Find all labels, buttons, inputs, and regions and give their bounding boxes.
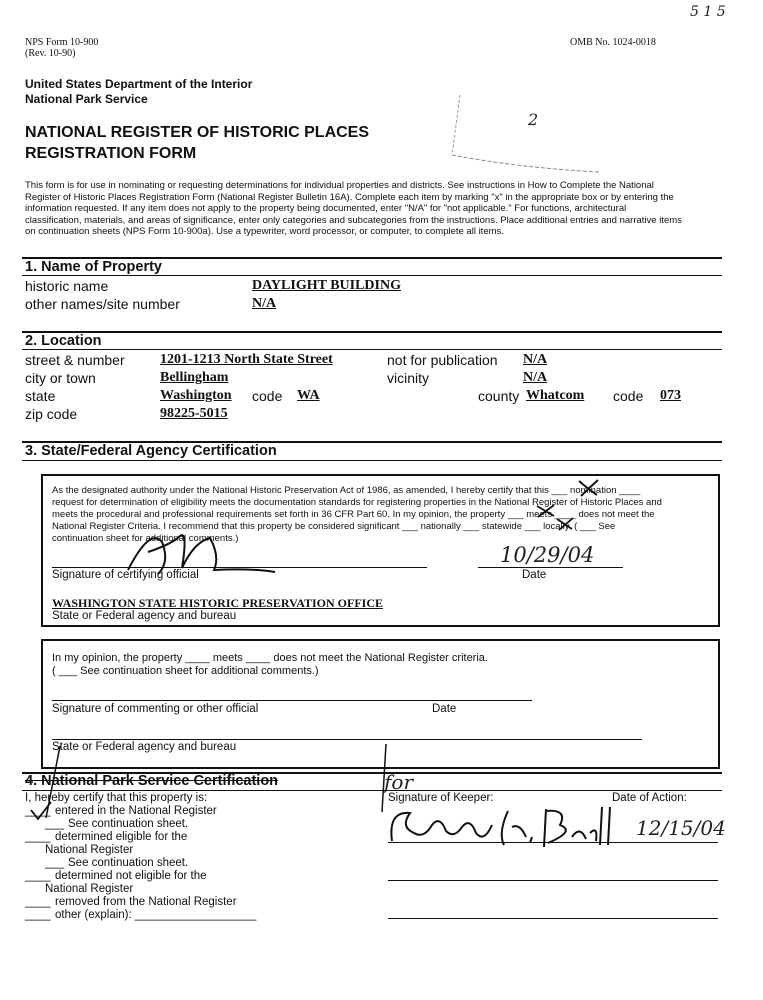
state-label: state [25, 388, 56, 404]
street-value: 1201-1213 North State Street [160, 352, 333, 367]
date-of-action-label: Date of Action: [612, 792, 687, 804]
cert-signature-line [52, 567, 427, 568]
status-continuation-2: See continuation sheet. [68, 857, 189, 869]
section2-heading: 2. Location [25, 333, 102, 349]
opinion-line-2: ( ___ See continuation sheet for additional comments.) [52, 665, 319, 677]
commenting-date-label: Date [432, 703, 457, 715]
zip-value: 98225-5015 [160, 406, 228, 421]
county-value: Whatcom [526, 388, 585, 403]
nfp-label: not for publication [387, 352, 498, 368]
status-not-eligible: determined not eligible for the [55, 870, 207, 882]
instructions-line-5: on continuation sheets (NPS Form 10-900a). Use a typewriter, word processor, or computer, to complete all items. [25, 226, 504, 237]
section1-heading: 1. Name of Property [25, 259, 162, 275]
status-continuation-1: See continuation sheet. [68, 818, 189, 830]
locally-check-mark [554, 516, 580, 532]
certifying-agency-label: State or Federal agency and bureau [52, 610, 237, 622]
cert-signature-label: Signature of certifying official [52, 569, 199, 581]
city-label: city or town [25, 370, 96, 386]
section1-subrule [22, 275, 722, 276]
blank-eligible: ____ [25, 831, 51, 843]
stamp-outline [440, 50, 610, 175]
commenting-signature-label: Signature of commenting or other official [52, 703, 259, 715]
status-removed: removed from the National Register [55, 896, 237, 908]
keeper-initials: for [384, 770, 414, 794]
section2-rule [22, 331, 722, 333]
cert-date-label: Date [522, 569, 547, 581]
cert-date-value: 10/29/04 [500, 543, 595, 567]
opinion-line-1: In my opinion, the property ____ meets ____ does not meet the National Register criteria. [52, 652, 488, 664]
county-code-value: 073 [660, 388, 681, 403]
status-entered: entered in the National Register [55, 805, 217, 817]
state-code-value: WA [297, 388, 320, 403]
department: United States Department of the Interior [25, 77, 253, 91]
blank-not-eligible: ____ [25, 870, 51, 882]
cert-line-5: continuation sheet for additional comments.) [52, 533, 239, 544]
cert-line-2: request for determination of eligibility meets the documentation standards for registering properties in the National Register of Historic Places and [52, 497, 662, 508]
state-code-label: code [252, 388, 283, 404]
county-label: county [478, 388, 520, 404]
blank-continuation-2: ___ [45, 857, 65, 869]
state-value: Washington [160, 388, 232, 403]
section3-heading: 3. State/Federal Agency Certification [25, 443, 277, 459]
blank-continuation-1: ___ [45, 818, 65, 830]
keeper-line-3 [388, 918, 718, 919]
street-label: street & number [25, 352, 125, 368]
keeper-line-2 [388, 880, 718, 881]
agency: National Park Service [25, 92, 148, 106]
form-revision: (Rev. 10-90) [25, 48, 76, 59]
commenting-agency-line [52, 739, 642, 740]
section2-subrule [22, 349, 722, 350]
instructions-line-1: This form is for use in nominating or requesting determinations for individual properties and districts. See instructions in How to Complete the National [25, 180, 654, 191]
status-other: other (explain): ___________________ [55, 909, 257, 921]
keeper-signature-label: Signature of Keeper: [388, 792, 494, 804]
cert-date-line [478, 567, 623, 568]
certifying-agency-name: WASHINGTON STATE HISTORIC PRESERVATION OFFICE [52, 596, 383, 610]
nfp-value: N/A [523, 352, 548, 367]
blank-other: ____ [25, 909, 51, 921]
form-title-line1: NATIONAL REGISTER OF HISTORIC PLACES [25, 124, 370, 141]
vicinity-label: vicinity [387, 370, 430, 386]
instructions-line-4: classification, materials, and areas of significance, enter only categories and subcategories from the instructions. Place additional entries and narrative items [25, 214, 682, 226]
keeper-signature-mark [380, 803, 640, 853]
other-names-label: other names/site number [25, 296, 180, 312]
zip-label: zip code [25, 406, 78, 422]
historic-name-label: historic name [25, 278, 109, 294]
vicinity-value: N/A [523, 370, 548, 385]
instructions-line-3: information requested. If any item does not apply to the property being documented, enter "N/A" for "not applicable." For functions, architectural [25, 203, 627, 214]
corner-mark: 5 1 5 [690, 4, 726, 20]
cert-line-4: National Register Criteria. I recommend that this property be considered significant ___ nationally ___ statewide ___ locally. ( ___ See [52, 521, 616, 532]
section4-heading: 4. National Park Service Certification [25, 773, 279, 789]
blank-removed: ____ [25, 896, 51, 908]
historic-name-value: DAYLIGHT BUILDING [252, 278, 401, 293]
instructions-line-2: Register of Historic Places Registration Form (National Register Bulletin 16A). Complete each item by marking "x" in the appropriate box or by entering the [25, 191, 674, 203]
cert-line-3: meets the procedural and professional requirements set forth in 36 CFR Part 60. In my opinion, the property ___ meets ____ does not meet the [52, 509, 655, 520]
other-names-value: N/A [252, 296, 277, 311]
status-eligible: determined eligible for the [55, 831, 188, 843]
section4-intro: I, hereby certify that this property is: [25, 792, 208, 804]
commenting-signature-line [52, 700, 532, 701]
blank-entered: ____ [25, 805, 51, 817]
nomination-check-mark [575, 478, 605, 498]
keeper-signature-line [388, 842, 718, 843]
status-eligible-cont: National Register [45, 844, 134, 856]
omb-number: OMB No. 1024-0018 [570, 37, 656, 48]
form-number: NPS Form 10-900 [25, 37, 99, 48]
commenting-agency-label: State or Federal agency and bureau [52, 741, 237, 753]
cert-line-1: As the designated authority under the National Historic Preservation Act of 1986, as amended, I hereby certify that this ___ nomination ____ [52, 485, 641, 496]
county-code-label: code [613, 388, 644, 404]
section3-subrule [22, 460, 722, 461]
city-value: Bellingham [160, 370, 229, 385]
date-of-action-value: 12/15/04 [636, 816, 726, 840]
status-not-eligible-cont: National Register [45, 883, 134, 895]
stamp-mark: 2 [528, 110, 539, 129]
form-title-line2: REGISTRATION FORM [25, 145, 197, 162]
